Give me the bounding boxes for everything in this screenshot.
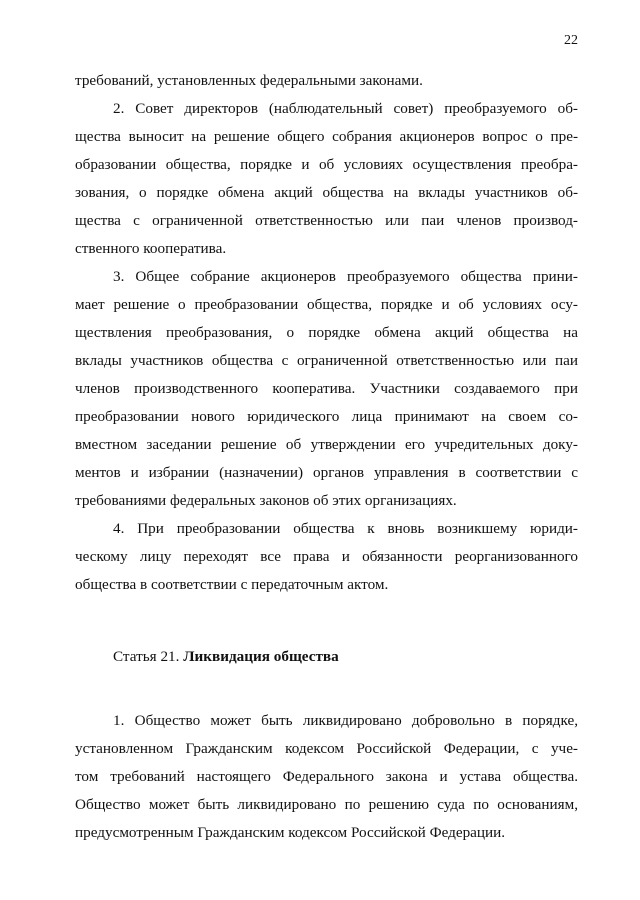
article-heading — [113, 646, 578, 668]
article-paragraph-line: установленном Гражданским кодексом Российской Федерации, с уче- — [75, 740, 578, 757]
article-label: Статья 21. — [113, 648, 180, 665]
paragraph-3-line: мает решение о преобразовании общества, порядке и об условиях осу- — [75, 296, 578, 313]
paragraph-3-line: 3. Общее собрание акционеров преобразуемого общества прини- — [113, 268, 578, 285]
paragraph-3-line: преобразовании нового юридического лица принимают на своем со- — [75, 408, 578, 425]
paragraph-3-line: вклады участников общества с ограниченной ответственностью или паи — [75, 352, 578, 369]
paragraph-3-line: требованиями федеральных законов об этих организациях. — [75, 492, 457, 509]
article-paragraph-line: предусмотренным Гражданским кодексом Российской Федерации. — [75, 824, 506, 841]
paragraph-2-line: зования, о порядке обмена акций общества на вклады участников об- — [75, 184, 578, 201]
article-paragraph-line: Общество может быть ликвидировано по решению суда по основаниям, — [75, 796, 578, 813]
paragraph-2-line: щества выносит на решение общего собрания акционеров вопрос о пре- — [75, 128, 578, 145]
paragraph-2-line: щества с ограниченной ответственностью или паи членов производ- — [75, 212, 578, 229]
paragraph-2-line: образовании общества, порядке и об условиях осуществления преобра- — [75, 156, 578, 173]
paragraph-4-line: общества в соответствии с передаточным актом. — [75, 576, 389, 593]
article-paragraph-line: 1. Общество может быть ликвидировано добровольно в порядке, — [113, 712, 578, 729]
paragraph-2-line: 2. Совет директоров (наблюдательный совет) преобразуемого об- — [113, 100, 578, 117]
article-title: Ликвидация общества — [183, 648, 339, 665]
paragraph-3-line: ществления преобразования, о порядке обмена акций общества на — [75, 324, 578, 341]
paragraph-3-line: вместном заседании решение об утверждении его учредительных доку- — [75, 436, 578, 453]
paragraph-2-line: ственного кооператива. — [75, 240, 227, 257]
page-number: 22 — [564, 33, 578, 48]
text-line: требований, установленных федеральными законами. — [75, 72, 423, 89]
article-paragraph-line: том требований настоящего Федерального закона и устава общества. — [75, 768, 578, 785]
paragraph-4-line: ческому лицу переходят все права и обязанности реорганизованного — [75, 548, 578, 565]
paragraph-3-line: ментов и избрании (назначении) органов управления в соответствии с — [75, 464, 578, 481]
paragraph-3-line: членов производственного кооператива. Участники создаваемого при — [75, 380, 578, 397]
paragraph-4-line: 4. При преобразовании общества к вновь возникшему юриди- — [113, 520, 578, 537]
